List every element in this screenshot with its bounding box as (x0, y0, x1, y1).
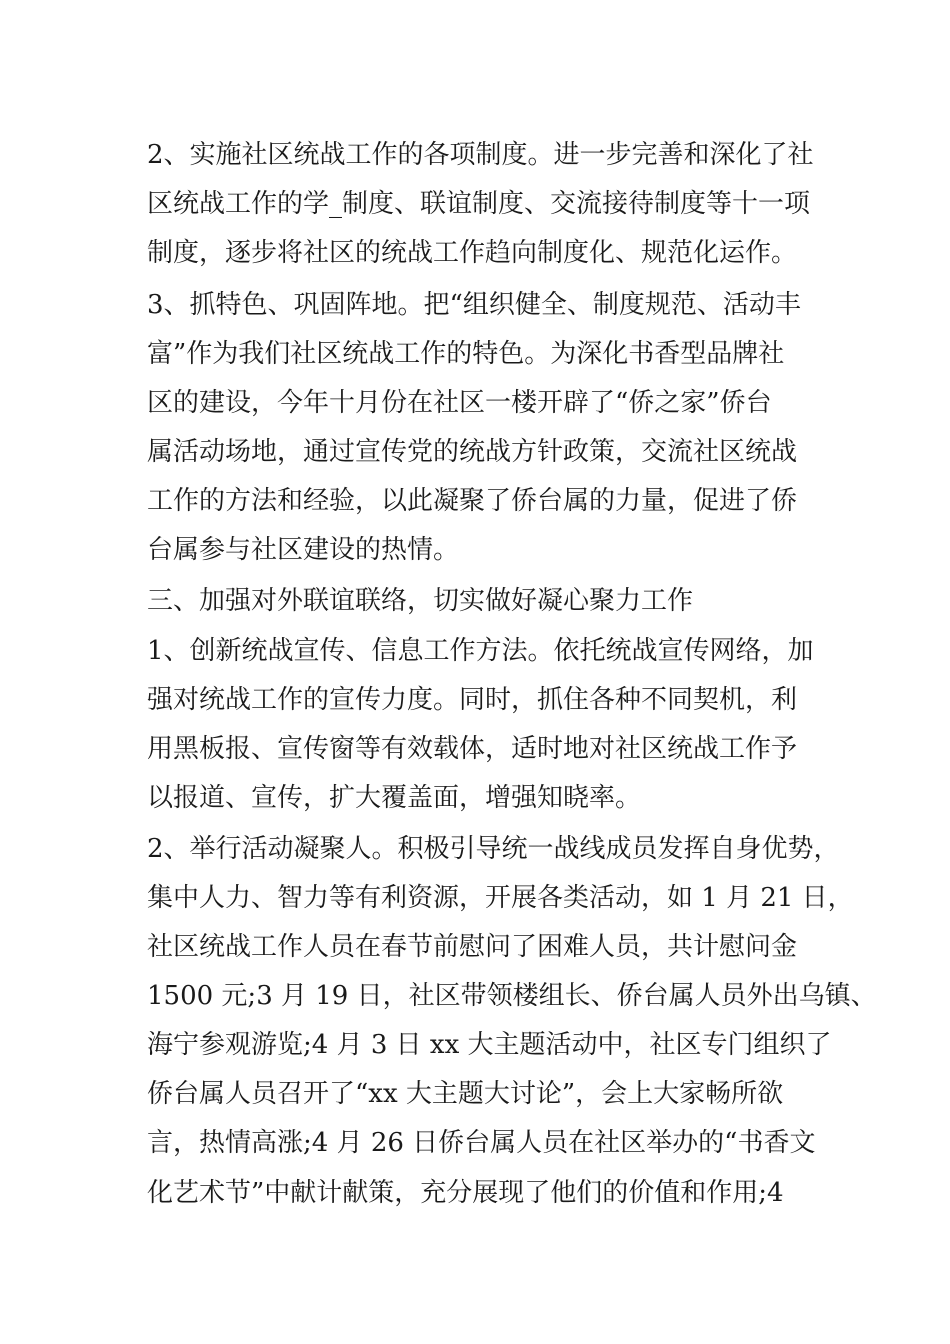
text-line: 言，热情高涨;4 月 26 日侨台属人员在社区举办的“书香文 (147, 1128, 816, 1158)
text-line: 台属参与社区建设的热情。 (147, 535, 460, 565)
text-line: 3、抓特色、巩固阵地。把“组织健全、制度规范、活动丰 (147, 290, 801, 320)
text-line: 化艺术节”中献计献策，充分展现了他们的价值和作用;4 (147, 1178, 784, 1208)
text-line: 区统战工作的学_制度、联谊制度、交流接待制度等十一项 (147, 189, 811, 219)
text-line: 用黑板报、宣传窗等有效载体，适时地对社区统战工作予 (147, 734, 798, 764)
text-line: 1500 元;3 月 19 日，社区带领楼组长、侨台属人员外出乌镇、 (147, 981, 877, 1011)
text-line: 2、举行活动凝聚人。积极引导统一战线成员发挥自身优势， (147, 834, 840, 864)
text-line: 属活动场地，通过宣传党的统战方针政策，交流社区统战 (147, 437, 798, 467)
text-line: 工作的方法和经验，以此凝聚了侨台属的力量，促进了侨 (147, 486, 798, 516)
text-line: 海宁参观游览;4 月 3 日 xx 大主题活动中，社区专门组织了 (147, 1030, 832, 1060)
text-line: 侨台属人员召开了“xx 大主题大讨论”，会上大家畅所欲 (147, 1079, 784, 1109)
text-line: 1、创新统战宣传、信息工作方法。依托统战宣传网络，加 (147, 636, 814, 666)
text-line: 2、实施社区统战工作的各项制度。进一步完善和深化了社 (147, 140, 814, 170)
text-line: 集中人力、智力等有利资源，开展各类活动，如 1 月 21 日， (147, 883, 854, 913)
text-line: 以报道、宣传，扩大覆盖面，增强知晓率。 (147, 783, 642, 813)
text-line: 社区统战工作人员在春节前慰问了困难人员，共计慰问金 (147, 932, 798, 962)
text-line: 制度，逐步将社区的统战工作趋向制度化、规范化运作。 (147, 238, 798, 268)
text-line: 区的建设，今年十月份在社区一楼开辟了“侨之家”侨台 (147, 388, 772, 418)
text-line: 强对统战工作的宣传力度。同时，抓住各种不同契机，利 (147, 685, 798, 715)
text-line: 富”作为我们社区统战工作的特色。为深化书香型品牌社 (147, 339, 785, 369)
section-heading: 三、加强对外联谊联络，切实做好凝心聚力工作 (147, 586, 694, 616)
